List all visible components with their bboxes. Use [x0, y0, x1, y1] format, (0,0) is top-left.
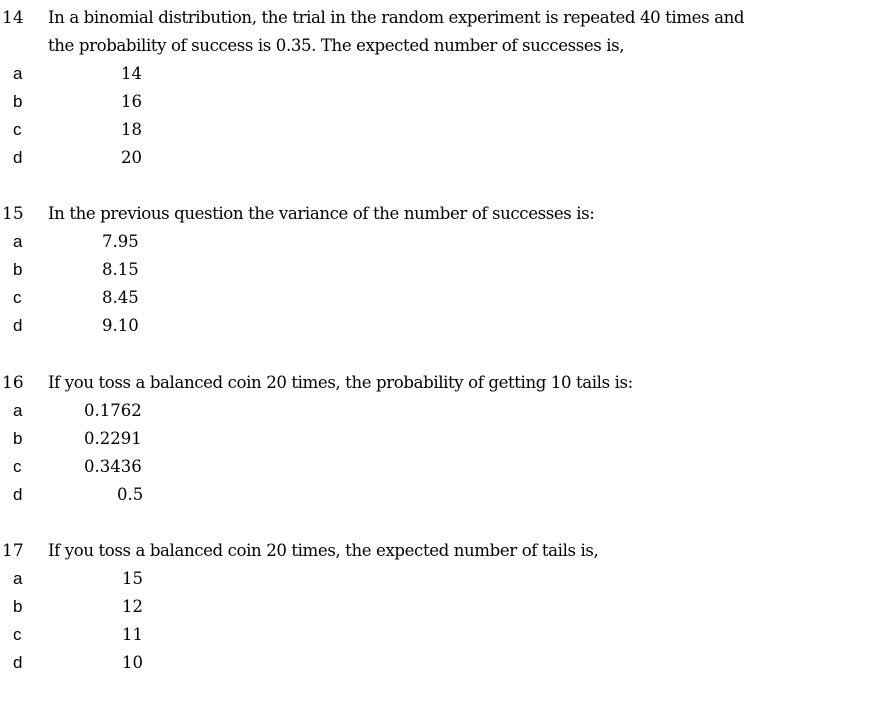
question-text: In a binomial distribution, the trial in the random experiment is repeated 40 times and — [48, 8, 745, 27]
option-letter: d — [13, 148, 23, 167]
option-letter: a — [13, 401, 23, 420]
question-text: In the previous question the variance of the number of successes is: — [48, 204, 595, 223]
option-value: 0.3436 — [84, 457, 142, 476]
option-value: 20 — [121, 148, 142, 167]
option-value: 0.2291 — [84, 429, 142, 448]
option-letter: b — [13, 597, 23, 616]
question-16 — [0, 369, 888, 509]
option-value: 7.95 — [102, 232, 139, 251]
question-text: If you toss a balanced coin 20 times, the probability of getting 10 tails is: — [48, 373, 633, 392]
option-letter: a — [13, 569, 23, 588]
option-value: 9.10 — [102, 316, 139, 335]
option-letter: c — [13, 288, 22, 307]
option-letter: c — [13, 120, 22, 139]
question-text: If you toss a balanced coin 20 times, the expected number of tails is, — [48, 541, 599, 560]
option-value: 16 — [121, 92, 142, 111]
question-text: the probability of success is 0.35. The expected number of successes is, — [48, 36, 625, 55]
option-letter: a — [13, 64, 23, 83]
option-value: 8.15 — [102, 260, 139, 279]
option-value: 0.1762 — [84, 401, 142, 420]
option-letter: d — [13, 316, 23, 335]
option-letter: b — [13, 429, 23, 448]
option-letter: c — [13, 457, 22, 476]
option-value: 12 — [122, 597, 143, 616]
question-number: 14 — [2, 8, 24, 28]
option-value: 14 — [121, 64, 142, 83]
option-letter: b — [13, 92, 23, 111]
question-17 — [0, 537, 888, 677]
option-value: 0.5 — [117, 485, 144, 504]
question-number: 17 — [2, 541, 24, 561]
option-value: 18 — [121, 120, 142, 139]
option-letter: d — [13, 653, 23, 672]
question-number: 15 — [2, 204, 24, 224]
option-value: 15 — [122, 569, 143, 588]
option-value: 10 — [122, 653, 143, 672]
option-letter: c — [13, 625, 22, 644]
option-letter: a — [13, 232, 23, 251]
question-15 — [0, 200, 888, 340]
option-value: 11 — [122, 625, 143, 644]
option-value: 8.45 — [102, 288, 139, 307]
question-number: 16 — [2, 373, 24, 393]
question-14 — [0, 4, 888, 172]
option-letter: d — [13, 485, 23, 504]
option-letter: b — [13, 260, 23, 279]
